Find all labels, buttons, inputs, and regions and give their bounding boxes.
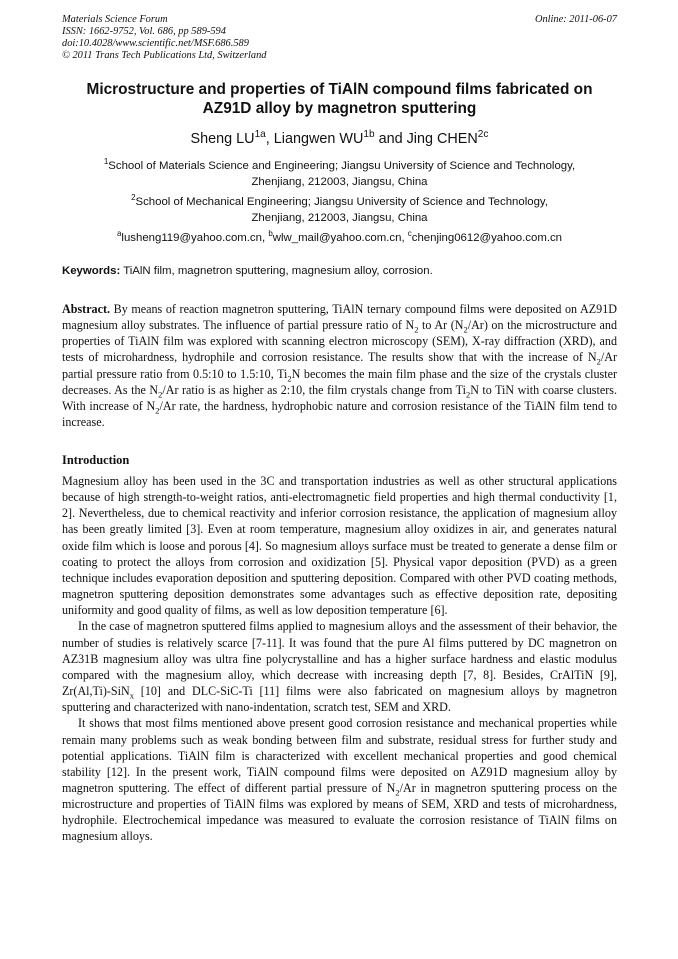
abstract-text: N becomes the main film phase and the size of the crystals cluster decreases. As the N [62, 366, 617, 397]
affiliation-line: Zhenjiang, 212003, Jiangsu, China [251, 212, 428, 224]
doi-line[interactable]: doi:10.4028/www.scientific.net/MSF.686.589 [62, 38, 249, 49]
abstract-text: /Ar rate, the hardness, hydrophobic nature and corrosion resistance of the TiAlN film tend to increase. [62, 398, 618, 430]
online-date: Online: 2011-06-07 [534, 14, 617, 25]
author-list [62, 130, 617, 148]
subscript: 2 [158, 389, 163, 400]
subscript: 2 [395, 787, 400, 798]
email-list [62, 230, 617, 246]
subscript: 2 [414, 324, 419, 335]
email-marker: a [116, 229, 122, 239]
issn-line: ISSN: 1662-9752, Vol. 686, pp 589-594 [62, 26, 226, 37]
email-marker: b [268, 229, 273, 239]
email-link[interactable]: chenjing0612@yahoo.com.cn [411, 232, 563, 244]
copyright-line: © 2011 Trans Tech Publications Ltd, Switzerland [62, 50, 267, 61]
affiliation-line: Zhenjiang, 212003, Jiangsu, China [251, 176, 428, 188]
abstract-text: /Ar ratio is as higher as 2:10, the film crystals change from Ti [162, 382, 466, 397]
abstract-text: /Ar partial pressure ratio from 0.5:10 to 1.5:10, Ti [62, 350, 617, 381]
affiliation-2 [62, 194, 617, 226]
abstract-text: N to TiN with coarse clusters. With increase of N [62, 382, 617, 413]
abstract-text: By means of reaction magnetron sputtering, TiAlN ternary compound films were deposited on AZ91D magnesium alloy substrates. The influence of partial pressure ratio of N [62, 302, 617, 333]
affiliation-line: School of Materials Science and Engineering; Jiangsu University of Science and Technology, [108, 160, 576, 172]
subscript: 2 [596, 356, 601, 367]
journal-header [62, 14, 617, 62]
author-separator: , [265, 131, 274, 147]
paragraph-text: In the case of magnetron sputtered films applied to magnesium alloys and the assessment of their behavior, the number of studies is relatively scarce [7-11]. It was found that the pure Al films puttered by DC magnetron on AZ31B magnesium alloy was ultra fine polycrystalline and has a higher surface hardness and elastic modulus compared with the magnesium alloy, which decrease with increasing depth [7, 8]. Besides, CrAlTiN [9], Zr(Al,Ti)-SiN [62, 619, 617, 699]
paragraph-text: It shows that most films mentioned above present good corrosion resistance and mechanical properties while remain many problems such as weak bonding between film and substrate, residual stress for further study and potential applications. TiAlN film is characterized with excellent mechanical properties and good chemical stability [12]. In the present work, TiAlN compound films were deposited on AZ91D magnesium alloy by magnetron sputtering. The effect of different partial pressure of N [62, 716, 617, 795]
section-heading: Introduction [62, 453, 130, 467]
author-superscript: 2c [477, 129, 489, 141]
paragraph-text: [10] and DLC-SiC-Ti [11] films were also fabricated on magnesium alloys by magnetron sputtering and characterized with nano-indentation, scratch test, SEM and XRD. [62, 684, 617, 715]
affiliation-marker: 1 [103, 157, 109, 167]
author-superscript: 1a [254, 129, 266, 141]
author-superscript: 1b [363, 129, 375, 141]
subscript: 2 [155, 405, 160, 416]
journal-name: Materials Science Forum [62, 14, 168, 25]
subscript: 2 [465, 389, 471, 400]
paragraph [62, 715, 617, 844]
keywords-text: TiAlN film, magnetron sputtering, magnesium alloy, corrosion. [120, 265, 433, 277]
email-separator: , [401, 232, 408, 244]
affiliation-marker: 2 [131, 193, 136, 203]
abstract-text: /Ar) on the microstructure and properties of TiAlN film was explored with scanning electron microscopy (SEM), X-ray diffraction (XRD), and tests of microhardness, hydrophile and corrosion resistance. The results show that with the increase of N [62, 318, 618, 365]
author-name: Liangwen WU [273, 131, 364, 147]
abstract-label: Abstract. [62, 302, 111, 316]
subscript: x [129, 690, 134, 701]
abstract [62, 301, 617, 430]
affiliation-line: School of Mechanical Engineering; Jiangsu University of Science and Technology, [135, 196, 548, 208]
author-separator: and [374, 131, 407, 147]
email-link[interactable]: wlw_mail@yahoo.com.cn [272, 232, 402, 244]
subscript: 2 [463, 324, 468, 335]
author-name: Jing CHEN [406, 131, 478, 147]
author-name: Sheng LU [190, 131, 255, 147]
paragraph: Magnesium alloy has been used in the 3C and transportation industries as well as other structural applications because of high strength-to-weight ratios, anti-electromagnetic field properties and high thermal conductivity [1, 2]. Nevertheless, due to chemical reactivity and inferior corrosion resistance, the application of magnesium alloy has been greatly limited [3]. Even at room temperature, magnesium alloy oxidizes in air, and generates natural oxide film which is loose and porous [4]. So magnesium alloys surface must be treated to generate a dense film or coating to protect the alloys from corrosion and oxidization [5]. Physical vapor deposition (PVD) as a green technique includes evaporation deposition and sputtering deposition. Compared with other PVD coating methods, magnetron sputtering deposition demonstrates some advantages such as effective deposition rate, depositing uniformity and good quality of films, as well as low deposition temperature [6]. [62, 474, 617, 618]
keywords [62, 264, 617, 278]
email-marker: c [407, 229, 412, 239]
email-link[interactable]: lusheng119@yahoo.com.cn [121, 232, 262, 244]
keywords-label: Keywords: [62, 265, 121, 277]
affiliation-1 [62, 158, 617, 190]
email-separator: , [261, 232, 269, 244]
introduction-body [62, 473, 617, 845]
subscript: 2 [287, 373, 292, 384]
paragraph [62, 618, 617, 715]
paragraph-text: /Ar in magnetron sputtering process on the microstructure and properties of TiAlN films was explored by means of SEM, XRD and tests of microhardness, hydrophile. Electrochemical impedance was measured to evaluate the corrosion resistance of TiAlN films on magnesium alloys. [62, 780, 617, 844]
paper-title: Microstructure and properties of TiAlN compound films fabricated on AZ91D alloy by magnetron sputtering [86, 81, 593, 117]
abstract-text: to Ar (N [418, 318, 464, 333]
